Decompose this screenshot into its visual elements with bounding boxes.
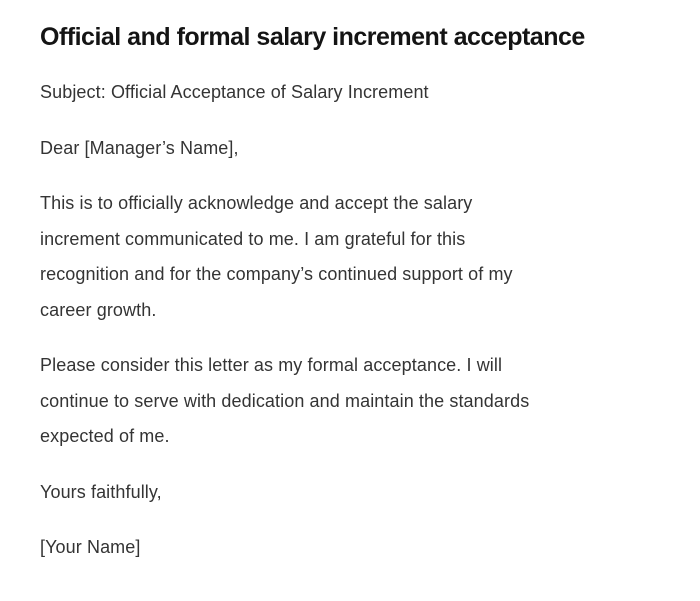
body-paragraph-2 (40, 348, 660, 455)
paragraph-line: This is to officially acknowledge and accept the salary (40, 193, 473, 213)
paragraph-line: continue to serve with dedication and maintain the standards (40, 390, 530, 411)
paragraph-line: career growth. (40, 299, 157, 320)
closing: Yours faithfully, (40, 481, 162, 502)
body-paragraph-1 (40, 186, 660, 328)
salutation: Dear [Manager’s Name], (40, 137, 239, 158)
paragraph-line: increment communicated to me. I am grateful for this (40, 228, 466, 249)
paragraph-line: recognition and for the company’s continued support of my (40, 264, 513, 284)
paragraph-line: expected of me. (40, 426, 170, 446)
subject-line: Subject: Official Acceptance of Salary Increment (40, 82, 429, 102)
paragraph-line: Please consider this letter as my formal acceptance. I will (40, 355, 503, 375)
page-title: Official and formal salary increment acceptance (40, 23, 585, 51)
signature-placeholder: [Your Name] (40, 537, 141, 557)
